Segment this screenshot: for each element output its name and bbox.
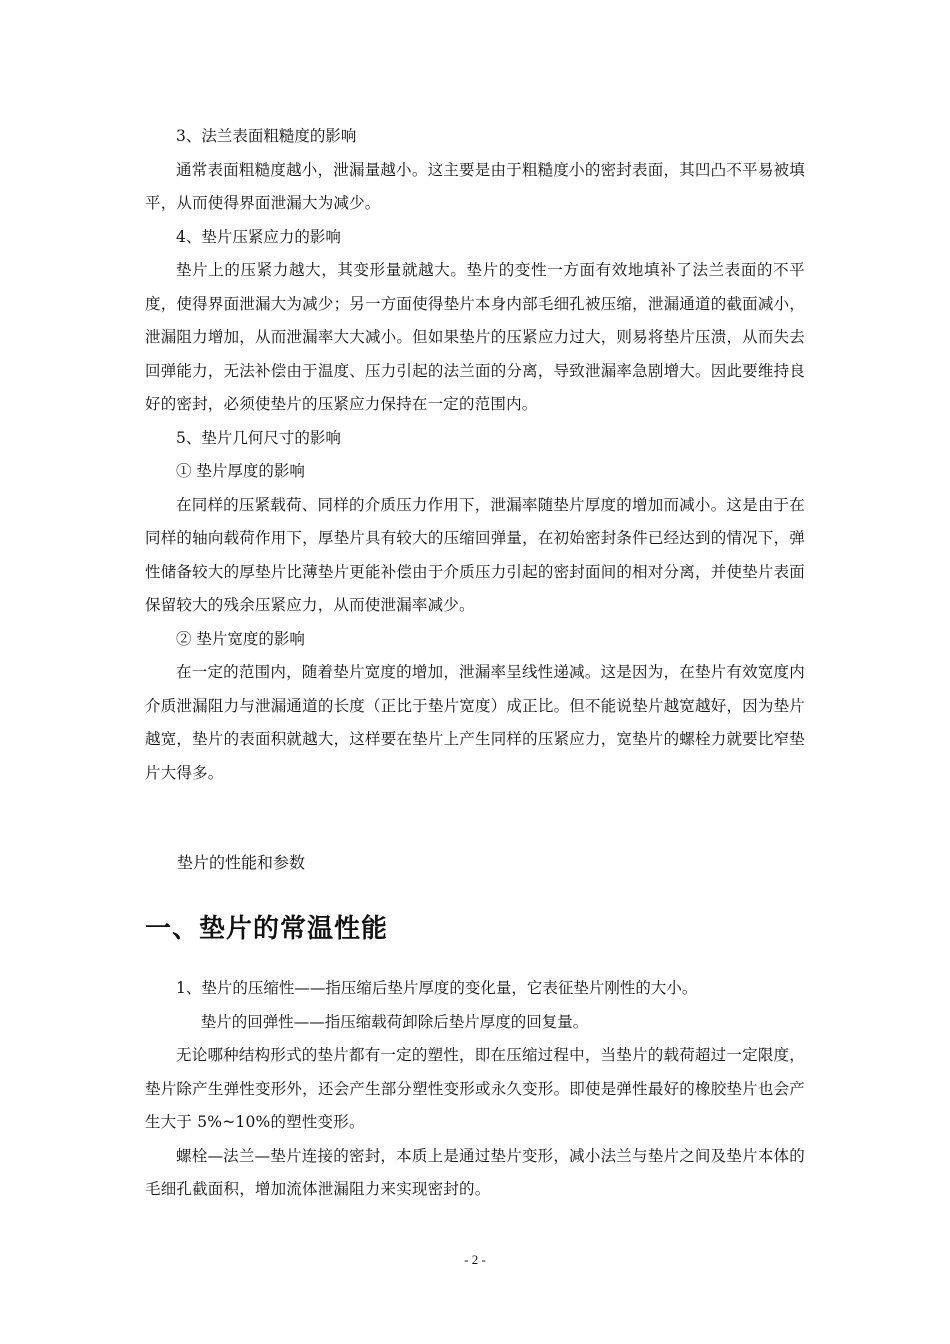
section-gasket-factors (145, 120, 805, 1198)
item-resilience: 垫片的回弹性——指压缩载荷卸除后垫片厚度的回复量。 (200, 1012, 589, 1031)
item-compressibility: 1、垫片的压缩性——指压缩后垫片厚度的变化量，它表征垫片刚性的大小。 (176, 979, 698, 997)
page-number: - 2 - (464, 1252, 486, 1267)
paragraph-gasket-thickness: 在同样的压紧载荷、同样的介质压力作用下，泄漏率随垫片厚度的增加而减小。这是由于在同样的轴向载荷作用下，厚垫片具有较大的压缩回弹量，在初始密封条件已经达到的情况下，弹性储备较大的厚垫片比薄垫片更能补偿由于介质压力引起的密封面间的相对分离，并使垫片表面保留较大的残余压紧应力，从而使泄漏率减少。 (145, 495, 805, 614)
paragraph-gasket-width: 在一定的范围内，随着垫片宽度的增加，泄漏率呈线性递减。这是因为，在垫片有效宽度内介质泄漏阻力与泄漏通道的长度（正比于垫片宽度）成正比。但不能说垫片越宽越好，因为垫片越宽，垫片的表面积就越大，这样要在垫片上产生同样的压紧应力，宽垫片的螺栓力就要比窄垫片大得多。 (145, 663, 805, 782)
paragraph-plasticity: 无论哪种结构形式的垫片都有一定的塑性，即在压缩过程中，当垫片的载荷超过一定限度，垫片除产生弹性变形外，还会产生部分塑性变形或永久变形。即使是弹性最好的橡胶垫片也会产生大于 5%~10%的塑性变形。 (145, 1046, 805, 1131)
subtitle: 垫片的性能和参数 (177, 853, 306, 872)
section-room-temperature (145, 972, 805, 1207)
paragraph-flange-roughness: 通常表面粗糙度越小，泄漏量越小。这主要是由于粗糙度小的密封表面，其凹凸不平易被填平，从而使得界面泄漏大为减少。 (145, 160, 805, 212)
heading-gasket-stress: 4、垫片压紧应力的影响 (176, 227, 341, 246)
heading-flange-roughness: 3、法兰表面粗糙度的影响 (176, 127, 357, 145)
page-title: 一、垫片的常温性能 (145, 914, 389, 944)
paragraph-gasket-stress: 垫片上的压紧力越大，其变形量就越大。垫片的变性一方面有效地填补了法兰表面的不平度，使得界面泄漏大为减少；另一方面使得垫片本身内部毛细孔被压缩，泄漏通道的截面减小，泄漏阻力增加，从而泄漏率大大减小。但如果垫片的压紧应力过大，则易将垫片压溃，从而失去回弹能力，无法补偿由于温度、压力引起的法兰面的分离，导致泄漏率急剧增大。因此要维持良好的密封，必须使垫片的压紧应力保持在一定的范围内。 (145, 261, 805, 413)
heading-gasket-width: ② 垫片宽度的影响 (176, 629, 305, 648)
paragraph-sealing: 螺栓—法兰—垫片连接的密封，本质上是通过垫片变形，减小法兰与垫片之间及垫片本体的毛细孔截面积，增加流体泄漏阻力来实现密封的。 (145, 1146, 805, 1198)
heading-gasket-geometry: 5、垫片几何尺寸的影响 (176, 428, 341, 447)
heading-gasket-thickness: ① 垫片厚度的影响 (176, 462, 305, 480)
